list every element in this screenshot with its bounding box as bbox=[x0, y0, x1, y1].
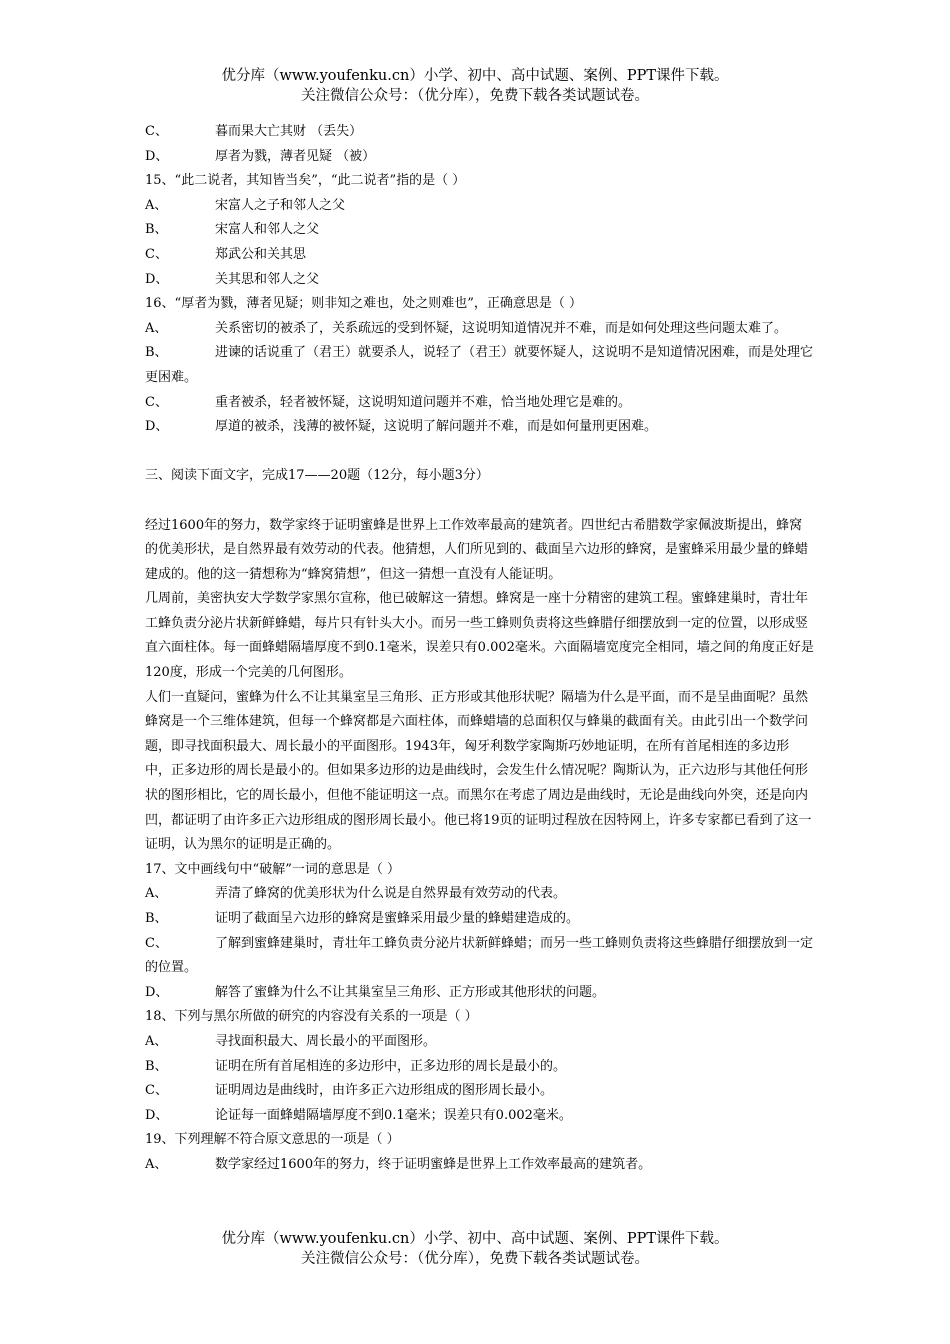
option-row bbox=[145, 981, 815, 1006]
header-line-1: 优分库（www.youfenku.cn）小学、初中、高中试题、案例、PPT课件下载。 bbox=[221, 68, 729, 84]
option-text: 数学家经过1600年的努力，终于证明蜜蜂是世界上工作效率最高的建筑者。 bbox=[215, 1156, 652, 1172]
option-text: 暮而果大亡其财 （丢失） bbox=[215, 124, 363, 139]
option-label: C、 bbox=[145, 394, 168, 410]
option-text: 关系密切的被杀了，关系疏远的受到怀疑，这说明知道情况并不难，而是如何处理这些问题太难了。 bbox=[215, 320, 788, 336]
option-row bbox=[145, 145, 815, 170]
option-label: D、 bbox=[145, 148, 169, 164]
option-text: 郑武公和关其思 bbox=[215, 246, 307, 262]
passage-paragraph: 人们一直疑问，蜜蜂为什么不让其巢室呈三角形、正方形或其他形状呢？隔墙为什么是平面，而不是呈曲面呢？虽然蜂窝是一个三维体建筑，但每一个蜂窝都是六面柱体，而蜂蜡墙的总面积仅与蜂巢的截面有关。由此引出一个数学问题，即寻找面积最大、周长最小的平面图形。1943年，匈牙利数学家陶斯巧妙地证明，在所有首尾相连的多边形中，正多边形的周长是最小的。但如果多边形的边是曲线时，会发生什么情况呢？陶斯认为，正六边形与其他任何形状的图形相比，它的周长最小，但他不能证明这一点。而黑尔在考虑了周边是曲线时，无论是曲线向外突，还是向内凹，都证明了由许多正六边形组成的图形周长最小。他已将19页的证明过程放在因特网上，许多专家都已看到了这一证明，认为黑尔的证明是正确的。 bbox=[145, 689, 812, 853]
header-line-2: 关注微信公众号：（优分库），免费下载各类试题试卷。 bbox=[301, 88, 649, 104]
option-row bbox=[145, 1153, 815, 1178]
page-header bbox=[0, 66, 950, 106]
option-label: C、 bbox=[145, 246, 168, 262]
option-row bbox=[145, 1030, 815, 1055]
option-text: 重者被杀，轻者被怀疑，这说明知道问题并不难，恰当地处理它是难的。 bbox=[215, 394, 632, 410]
option-text: 关其思和邻人之父 bbox=[215, 271, 320, 287]
option-text: 宋富人之子和邻人之父 bbox=[215, 197, 346, 213]
option-text: 了解到蜜蜂建巢时，青壮年工蜂负责分泌片状新鲜蜂蜡；而另一些工蜂则负责将这些蜂腊仔细摆放到一定的位置。 bbox=[145, 935, 814, 976]
option-label: D、 bbox=[145, 1107, 169, 1123]
option-row bbox=[145, 1104, 815, 1129]
document-body bbox=[145, 120, 815, 1178]
option-label: B、 bbox=[145, 1058, 168, 1074]
option-label: C、 bbox=[145, 935, 168, 951]
option-row bbox=[145, 218, 815, 243]
option-text: 证明周边是曲线时，由许多正六边形组成的图形周长最小。 bbox=[215, 1083, 554, 1099]
option-label: D、 bbox=[145, 419, 169, 435]
question-17-stem: 17、文中画线句中“破解”一词的意思是（ ） bbox=[145, 861, 400, 877]
option-label: D、 bbox=[145, 271, 169, 287]
option-label: A、 bbox=[145, 1033, 168, 1049]
option-label: A、 bbox=[145, 1156, 168, 1172]
option-text: 宋富人和邻人之父 bbox=[215, 222, 320, 238]
option-row bbox=[145, 341, 815, 390]
option-row bbox=[145, 907, 815, 932]
option-row bbox=[145, 120, 815, 145]
option-text: 证明了截面呈六边形的蜂窝是蜜蜂采用最少量的蜂蜡建造成的。 bbox=[215, 911, 580, 926]
option-text: 弄清了蜂窝的优美形状为什么说是自然界最有效劳动的代表。 bbox=[215, 886, 567, 902]
option-row bbox=[145, 317, 815, 342]
option-label: B、 bbox=[145, 345, 168, 361]
question-18-stem: 18、下列与黑尔所做的研究的内容没有关系的一项是（ ） bbox=[145, 1009, 478, 1025]
question-15-stem: 15、“此二说者，其知皆当矣”，“此二说者”指的是（ ） bbox=[145, 173, 466, 189]
option-text: 解答了蜜蜂为什么不让其巢室呈三角形、正方形或其他形状的问题。 bbox=[215, 984, 606, 1000]
option-label: B、 bbox=[145, 911, 168, 926]
option-label: A、 bbox=[145, 320, 168, 336]
footer-line-2: 关注微信公众号：（优分库），免费下载各类试题试卷。 bbox=[301, 1251, 649, 1267]
option-label: D、 bbox=[145, 984, 169, 1000]
option-row bbox=[145, 268, 815, 293]
passage-paragraph: 经过1600年的努力，数学家终于证明蜜蜂是世界上工作效率最高的建筑者。四世纪古希腊数学家佩波斯提出，蜂窝的优美形状，是自然界最有效劳动的代表。他猜想，人们所见到的、截面呈六边形的蜂窝，是蜜蜂采用最少量的蜂蜡建成的。他的这一猜想称为“蜂窝猜想”，但这一猜想一直没有人能证明。 bbox=[145, 517, 809, 582]
option-label: C、 bbox=[145, 1083, 168, 1099]
section-3-title: 三、阅读下面文字，完成17——20题（12分，每小题3分） bbox=[145, 468, 489, 484]
option-label: C、 bbox=[145, 124, 168, 139]
option-row bbox=[145, 391, 815, 416]
option-row bbox=[145, 243, 815, 268]
option-text: 寻找面积最大、周长最小的平面图形。 bbox=[215, 1033, 437, 1049]
option-row bbox=[145, 415, 815, 440]
option-label: B、 bbox=[145, 222, 168, 238]
option-row bbox=[145, 882, 815, 907]
option-row bbox=[145, 1079, 815, 1104]
option-label: A、 bbox=[145, 197, 168, 213]
passage-paragraph: 几周前，美密执安大学数学家黑尔宣称，他已破解这一猜想。蜂窝是一座十分精密的建筑工程。蜜蜂建巢时，青壮年工蜂负责分泌片状新鲜蜂蜡，每片只有针头大小。而另一些工蜂则负责将这些蜂腊仔细摆放到一定的位置，以形成竖直六面柱体。每一面蜂蜡隔墙厚度不到0.1毫米，误差只有0.002毫米。六面隔墙宽度完全相同，墙之间的角度正好是120度，形成一个完美的几何图形。 bbox=[145, 591, 814, 681]
page-footer bbox=[0, 1229, 950, 1269]
question-19-stem: 19、下列理解不符合原文意思的一项是（ ） bbox=[145, 1132, 400, 1148]
option-label: A、 bbox=[145, 886, 168, 902]
option-row bbox=[145, 1055, 815, 1080]
question-16-stem: 16、“厚者为戮，薄者见疑；则非知之难也，处之则难也”，正确意思是（ ） bbox=[145, 296, 582, 312]
option-text: 证明在所有首尾相连的多边形中，正多边形的周长是最小的。 bbox=[215, 1058, 567, 1074]
option-text: 进谏的话说重了（君王）就要杀人，说轻了（君王）就要怀疑人，这说明不是知道情况困难，而是处理它更困难。 bbox=[145, 345, 814, 385]
footer-line-1: 优分库（www.youfenku.cn）小学、初中、高中试题、案例、PPT课件下载。 bbox=[221, 1231, 729, 1247]
option-text: 论证每一面蜂蜡隔墙厚度不到0.1毫米；误差只有0.002毫米。 bbox=[215, 1107, 572, 1123]
option-row bbox=[145, 932, 815, 981]
option-text: 厚者为戮，薄者见疑 （被） bbox=[215, 148, 376, 164]
option-row bbox=[145, 194, 815, 219]
option-text: 厚道的被杀，浅薄的被怀疑，这说明了解问题并不难，而是如何量刑更困难。 bbox=[215, 419, 658, 435]
